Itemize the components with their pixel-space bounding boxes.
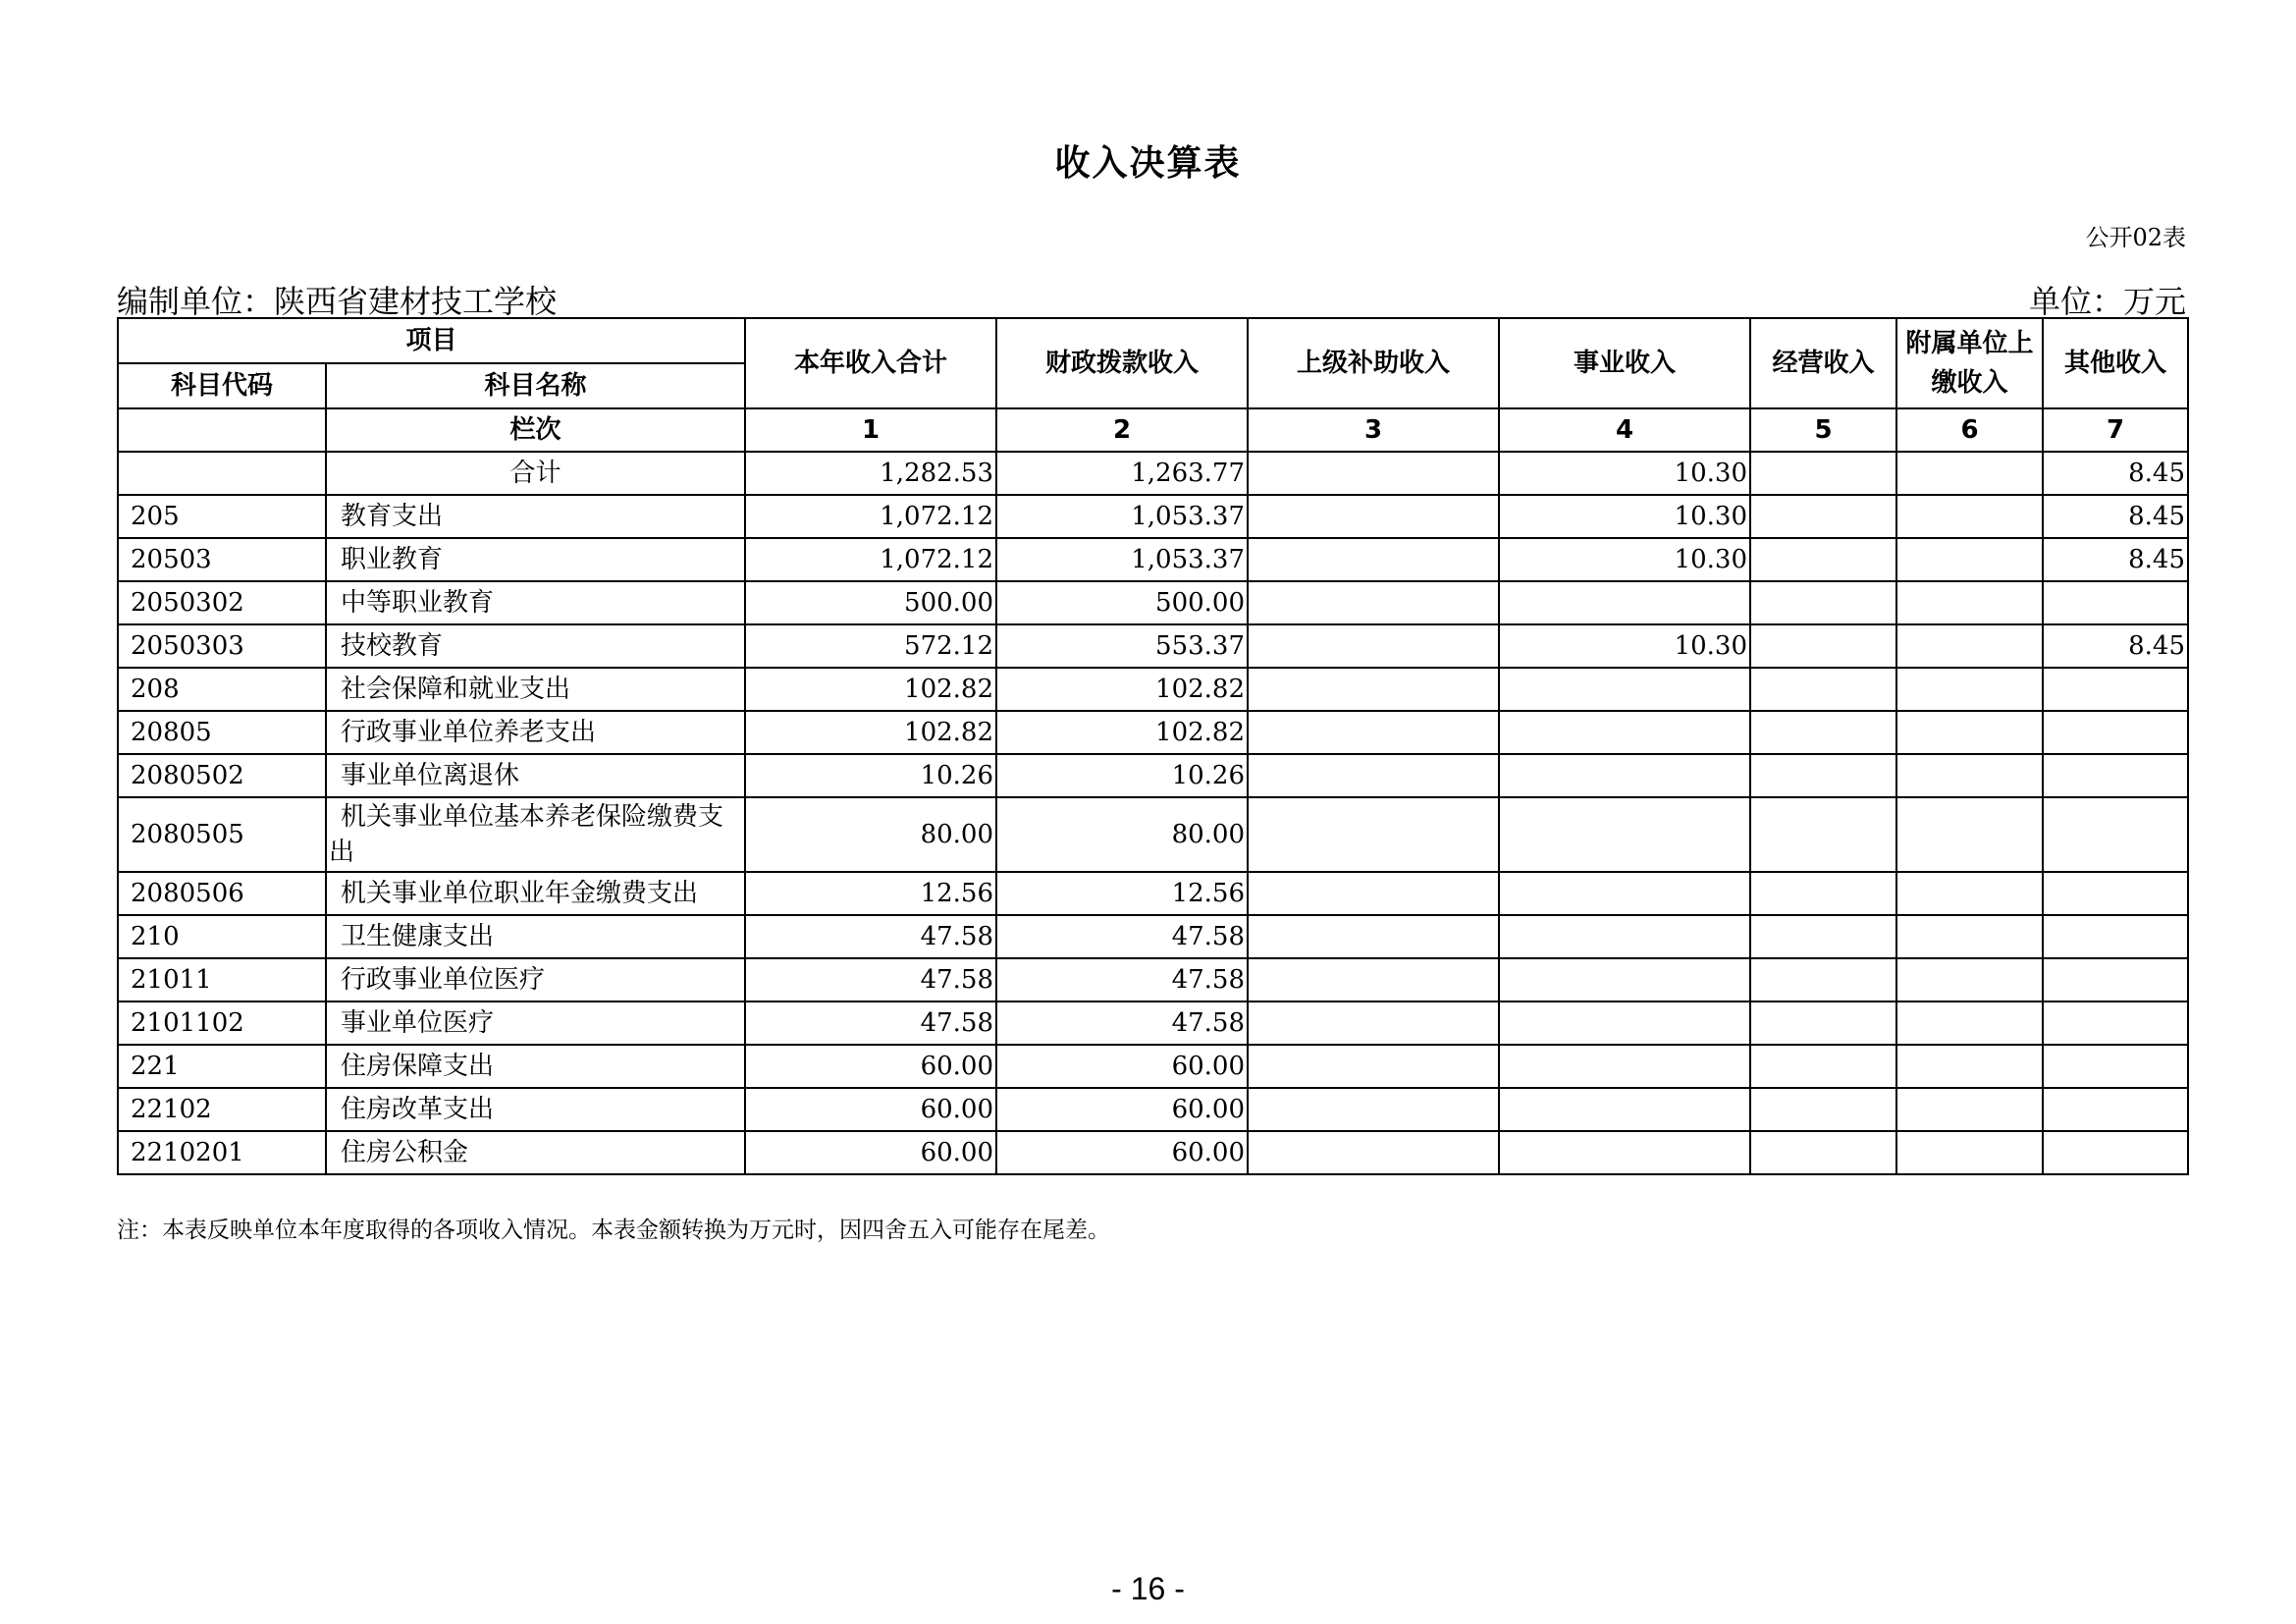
unit-row bbox=[117, 277, 2186, 322]
total-value: 1,282.53 bbox=[745, 452, 996, 495]
table-row bbox=[118, 624, 2188, 668]
table-row bbox=[118, 1088, 2188, 1131]
subject-code: 20805 bbox=[118, 711, 326, 754]
header-col-6: 附属单位上缴收入 bbox=[1896, 318, 2043, 408]
amount-cell: 47.58 bbox=[745, 958, 996, 1001]
amount-cell bbox=[1750, 538, 1896, 581]
header-row-1 bbox=[118, 318, 2188, 363]
amount-cell bbox=[1248, 958, 1499, 1001]
header-col-2: 财政拨款收入 bbox=[996, 318, 1248, 408]
amount-cell bbox=[2043, 668, 2188, 711]
amount-cell bbox=[2043, 1088, 2188, 1131]
amount-cell: 10.26 bbox=[996, 754, 1248, 797]
table-row bbox=[118, 797, 2188, 872]
column-number: 4 bbox=[1499, 408, 1750, 452]
unit-label: 单位：万元 bbox=[2028, 283, 2186, 320]
table-row bbox=[118, 668, 2188, 711]
amount-cell bbox=[1896, 1088, 2043, 1131]
amount-cell bbox=[1750, 624, 1896, 668]
table-row bbox=[118, 915, 2188, 958]
form-code: 公开02表 bbox=[2085, 224, 2186, 251]
amount-cell bbox=[1750, 1001, 1896, 1045]
amount-cell: 10.30 bbox=[1499, 495, 1750, 538]
column-number: 3 bbox=[1248, 408, 1499, 452]
subject-code: 205 bbox=[118, 495, 326, 538]
amount-cell: 47.58 bbox=[745, 915, 996, 958]
column-number: 6 bbox=[1896, 408, 2043, 452]
amount-cell: 60.00 bbox=[745, 1045, 996, 1088]
subject-name: 机关事业单位基本养老保险缴费支出 bbox=[326, 797, 745, 872]
table-row bbox=[118, 581, 2188, 624]
amount-cell bbox=[1750, 1131, 1896, 1174]
amount-cell bbox=[1750, 872, 1896, 915]
subject-name: 住房保障支出 bbox=[326, 1045, 745, 1088]
amount-cell: 60.00 bbox=[745, 1131, 996, 1174]
subject-name: 行政事业单位养老支出 bbox=[326, 711, 745, 754]
amount-cell bbox=[1896, 624, 2043, 668]
amount-cell bbox=[1750, 711, 1896, 754]
amount-cell bbox=[2043, 1001, 2188, 1045]
subject-name: 卫生健康支出 bbox=[326, 915, 745, 958]
total-value: 10.30 bbox=[1499, 452, 1750, 495]
amount-cell bbox=[1248, 581, 1499, 624]
amount-cell: 47.58 bbox=[745, 1001, 996, 1045]
amount-cell bbox=[1499, 872, 1750, 915]
table-row bbox=[118, 1045, 2188, 1088]
amount-cell: 12.56 bbox=[745, 872, 996, 915]
amount-cell bbox=[1896, 495, 2043, 538]
amount-cell: 60.00 bbox=[745, 1088, 996, 1131]
column-index-label: 栏次 bbox=[326, 408, 745, 452]
subject-code: 20503 bbox=[118, 538, 326, 581]
total-value bbox=[1896, 452, 2043, 495]
subject-name: 社会保障和就业支出 bbox=[326, 668, 745, 711]
subject-code: 21011 bbox=[118, 958, 326, 1001]
amount-cell bbox=[1750, 797, 1896, 872]
amount-cell: 572.12 bbox=[745, 624, 996, 668]
amount-cell: 1,072.12 bbox=[745, 538, 996, 581]
amount-cell bbox=[1750, 668, 1896, 711]
amount-cell: 500.00 bbox=[745, 581, 996, 624]
amount-cell bbox=[2043, 958, 2188, 1001]
amount-cell bbox=[1248, 915, 1499, 958]
amount-cell bbox=[1499, 711, 1750, 754]
amount-cell bbox=[1499, 797, 1750, 872]
total-value bbox=[1750, 452, 1896, 495]
amount-cell bbox=[2043, 581, 2188, 624]
header-col-1: 本年收入合计 bbox=[745, 318, 996, 408]
total-label: 合计 bbox=[326, 452, 745, 495]
amount-cell bbox=[1248, 754, 1499, 797]
amount-cell bbox=[1248, 495, 1499, 538]
amount-cell bbox=[1896, 711, 2043, 754]
amount-cell bbox=[2043, 797, 2188, 872]
amount-cell: 80.00 bbox=[745, 797, 996, 872]
subject-name: 教育支出 bbox=[326, 495, 745, 538]
amount-cell bbox=[1896, 1045, 2043, 1088]
total-value: 8.45 bbox=[2043, 452, 2188, 495]
column-number: 1 bbox=[745, 408, 996, 452]
column-number: 2 bbox=[996, 408, 1248, 452]
amount-cell: 8.45 bbox=[2043, 624, 2188, 668]
subject-code: 2050303 bbox=[118, 624, 326, 668]
subject-name: 行政事业单位医疗 bbox=[326, 958, 745, 1001]
subject-code: 2080506 bbox=[118, 872, 326, 915]
amount-cell: 8.45 bbox=[2043, 538, 2188, 581]
amount-cell: 1,053.37 bbox=[996, 538, 1248, 581]
amount-cell bbox=[1499, 1045, 1750, 1088]
amount-cell: 60.00 bbox=[996, 1045, 1248, 1088]
amount-cell bbox=[1896, 1131, 2043, 1174]
subject-name: 职业教育 bbox=[326, 538, 745, 581]
amount-cell bbox=[1750, 1045, 1896, 1088]
amount-cell bbox=[2043, 754, 2188, 797]
amount-cell bbox=[1750, 1088, 1896, 1131]
amount-cell bbox=[1750, 958, 1896, 1001]
amount-cell bbox=[1499, 1088, 1750, 1131]
subject-code: 2101102 bbox=[118, 1001, 326, 1045]
amount-cell bbox=[1750, 915, 1896, 958]
amount-cell bbox=[1248, 538, 1499, 581]
total-value: 1,263.77 bbox=[996, 452, 1248, 495]
amount-cell bbox=[1499, 1131, 1750, 1174]
amount-cell: 1,053.37 bbox=[996, 495, 1248, 538]
subject-code: 2210201 bbox=[118, 1131, 326, 1174]
amount-cell bbox=[1248, 1001, 1499, 1045]
table-row bbox=[118, 1001, 2188, 1045]
amount-cell bbox=[1499, 581, 1750, 624]
table-row bbox=[118, 872, 2188, 915]
amount-cell: 80.00 bbox=[996, 797, 1248, 872]
amount-cell: 47.58 bbox=[996, 958, 1248, 1001]
subject-name: 住房改革支出 bbox=[326, 1088, 745, 1131]
page-title: 收入决算表 bbox=[1054, 143, 1242, 184]
total-value bbox=[1248, 452, 1499, 495]
amount-cell bbox=[1896, 797, 2043, 872]
header-code: 科目代码 bbox=[118, 363, 326, 408]
subject-code: 22102 bbox=[118, 1088, 326, 1131]
table-row bbox=[118, 1131, 2188, 1174]
amount-cell bbox=[1248, 1045, 1499, 1088]
amount-cell: 553.37 bbox=[996, 624, 1248, 668]
amount-cell: 102.82 bbox=[996, 711, 1248, 754]
prepared-by: 编制单位：陕西省建材技工学校 bbox=[117, 283, 558, 320]
amount-cell bbox=[1896, 538, 2043, 581]
amount-cell: 12.56 bbox=[996, 872, 1248, 915]
subject-name: 技校教育 bbox=[326, 624, 745, 668]
amount-cell bbox=[1248, 872, 1499, 915]
amount-cell bbox=[1248, 624, 1499, 668]
table-row bbox=[118, 495, 2188, 538]
subject-name: 事业单位离退休 bbox=[326, 754, 745, 797]
amount-cell bbox=[1896, 958, 2043, 1001]
amount-cell bbox=[1750, 754, 1896, 797]
amount-cell bbox=[1499, 958, 1750, 1001]
total-row bbox=[118, 452, 2188, 495]
amount-cell: 500.00 bbox=[996, 581, 1248, 624]
amount-cell bbox=[1248, 1088, 1499, 1131]
subject-code: 210 bbox=[118, 915, 326, 958]
income-table bbox=[117, 317, 2189, 1175]
subject-code: 2080502 bbox=[118, 754, 326, 797]
amount-cell bbox=[2043, 1131, 2188, 1174]
table-row bbox=[118, 958, 2188, 1001]
table-row bbox=[118, 711, 2188, 754]
amount-cell bbox=[1248, 668, 1499, 711]
amount-cell bbox=[1499, 668, 1750, 711]
subject-name: 事业单位医疗 bbox=[326, 1001, 745, 1045]
table-row bbox=[118, 538, 2188, 581]
amount-cell bbox=[1896, 1001, 2043, 1045]
amount-cell: 47.58 bbox=[996, 1001, 1248, 1045]
amount-cell: 1,072.12 bbox=[745, 495, 996, 538]
footnote: 注：本表反映单位本年度取得的各项收入情况。本表金额转换为万元时，因四舍五入可能存在尾差。 bbox=[117, 1218, 1110, 1243]
amount-cell bbox=[1248, 711, 1499, 754]
amount-cell bbox=[1896, 915, 2043, 958]
amount-cell bbox=[2043, 872, 2188, 915]
table-row bbox=[118, 754, 2188, 797]
total-code-blank bbox=[118, 452, 326, 495]
amount-cell bbox=[1499, 754, 1750, 797]
amount-cell bbox=[1750, 495, 1896, 538]
subject-code: 221 bbox=[118, 1045, 326, 1088]
amount-cell: 60.00 bbox=[996, 1131, 1248, 1174]
subject-name: 机关事业单位职业年金缴费支出 bbox=[326, 872, 745, 915]
amount-cell: 102.82 bbox=[996, 668, 1248, 711]
subject-code: 208 bbox=[118, 668, 326, 711]
amount-cell: 102.82 bbox=[745, 668, 996, 711]
amount-cell bbox=[1896, 872, 2043, 915]
amount-cell bbox=[1750, 581, 1896, 624]
column-number: 5 bbox=[1750, 408, 1896, 452]
amount-cell: 10.30 bbox=[1499, 624, 1750, 668]
amount-cell bbox=[1896, 754, 2043, 797]
header-col-7: 其他收入 bbox=[2043, 318, 2188, 408]
amount-cell: 47.58 bbox=[996, 915, 1248, 958]
amount-cell: 60.00 bbox=[996, 1088, 1248, 1131]
amount-cell bbox=[1499, 915, 1750, 958]
subject-name: 住房公积金 bbox=[326, 1131, 745, 1174]
amount-cell bbox=[2043, 915, 2188, 958]
amount-cell: 10.26 bbox=[745, 754, 996, 797]
column-index-blank bbox=[118, 408, 326, 452]
amount-cell bbox=[1499, 1001, 1750, 1045]
amount-cell: 10.30 bbox=[1499, 538, 1750, 581]
amount-cell bbox=[1248, 797, 1499, 872]
header-name: 科目名称 bbox=[326, 363, 745, 408]
column-number: 7 bbox=[2043, 408, 2188, 452]
header-item: 项目 bbox=[118, 318, 745, 363]
amount-cell: 102.82 bbox=[745, 711, 996, 754]
column-index-row bbox=[118, 408, 2188, 452]
page-number: - 16 - bbox=[1111, 1571, 1185, 1606]
header-col-4: 事业收入 bbox=[1499, 318, 1750, 408]
amount-cell bbox=[1896, 581, 2043, 624]
amount-cell bbox=[2043, 711, 2188, 754]
header-col-3: 上级补助收入 bbox=[1248, 318, 1499, 408]
header-col-5: 经营收入 bbox=[1750, 318, 1896, 408]
subject-name: 中等职业教育 bbox=[326, 581, 745, 624]
amount-cell bbox=[2043, 1045, 2188, 1088]
subject-code: 2050302 bbox=[118, 581, 326, 624]
subject-code: 2080505 bbox=[118, 797, 326, 872]
amount-cell bbox=[1896, 668, 2043, 711]
amount-cell bbox=[1248, 1131, 1499, 1174]
amount-cell: 8.45 bbox=[2043, 495, 2188, 538]
